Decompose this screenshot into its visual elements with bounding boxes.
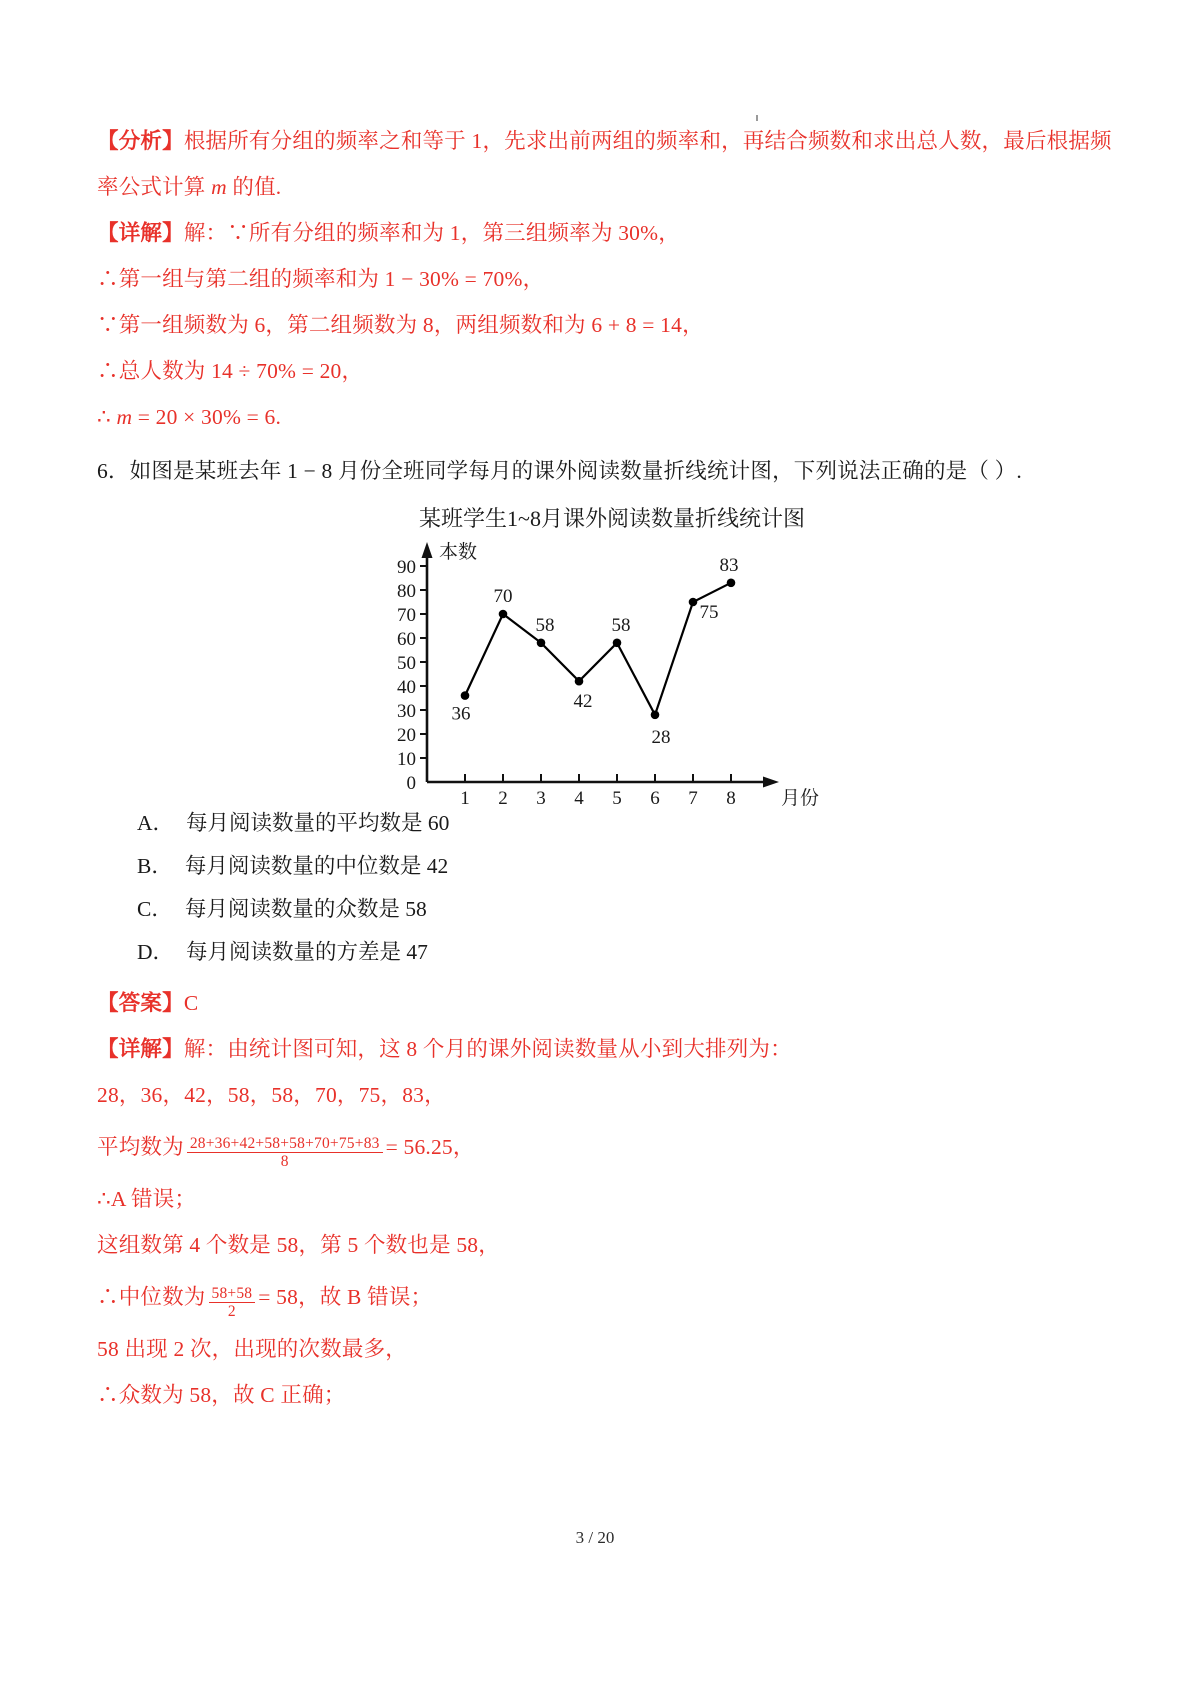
solution1-line-1 — [97, 210, 1097, 256]
solution1-line-5 — [97, 394, 1097, 440]
y-tick-label: 90 — [397, 557, 416, 578]
data-point-label: 75 — [699, 602, 719, 623]
data-point-label: 58 — [535, 614, 555, 636]
option-c-text: 每月阅读数量的众数是 58 — [184, 897, 427, 921]
median-fraction — [209, 1285, 256, 1321]
data-point-marker — [461, 691, 470, 700]
median-prefix: ∴中位数为 — [97, 1285, 206, 1309]
data-point-marker — [575, 677, 584, 686]
x-tick-label: 1 — [460, 788, 470, 809]
option-c-label: C． — [137, 897, 173, 921]
x-tick-label: 4 — [574, 788, 584, 809]
x-tick-label: 8 — [726, 788, 736, 809]
data-point-marker — [537, 639, 546, 648]
page-footer: 3 / 20 — [575, 1528, 615, 1547]
x-axis-title: 月份 — [781, 788, 820, 809]
data-point-label: 58 — [611, 614, 631, 636]
data-point-marker — [499, 610, 508, 619]
solution1-final-b: = 20 × 30% = 6. — [132, 405, 282, 429]
analysis-line-2 — [97, 164, 1097, 210]
mean-prefix: 平均数为 — [97, 1135, 184, 1159]
solution1-var-m: m — [116, 405, 133, 429]
y-tick-group — [397, 557, 427, 794]
y-tick-label: 70 — [397, 605, 416, 626]
x-tick-label: 6 — [650, 788, 660, 809]
y-tick-label: 10 — [397, 749, 416, 770]
positions-text: 这组数第 4 个数是 58，第 5 个数也是 58， — [97, 1233, 500, 1257]
y-tick-label: 40 — [397, 677, 416, 698]
mean-result: = 56.25， — [385, 1135, 475, 1159]
question-6-text: 如图是某班去年 1 − 8 月份全班同学每月的课外阅读数量折线统计图，下列说法正确的是（ ）. — [129, 459, 1022, 483]
question-6-stem — [97, 448, 1097, 494]
solution1-text-1: 解：∵所有分组的频率和为 1，第三组频率为 30%， — [183, 221, 680, 245]
data-point-label: 83 — [719, 554, 739, 576]
data-point-label: 36 — [451, 703, 471, 725]
data-point-label: 42 — [573, 691, 593, 713]
data-point-marker — [651, 711, 660, 720]
answer-value: C — [183, 991, 199, 1015]
explain-text-1: 解：由统计图可知，这 8 个月的课外阅读数量从小到大排列为： — [183, 1037, 792, 1061]
data-label-group — [452, 555, 739, 748]
chart-title: 某班学生1~8月课外阅读数量折线统计图 — [419, 506, 805, 531]
y-axis-title: 本数 — [439, 542, 478, 563]
y-tick-label: 80 — [397, 581, 416, 602]
mode-count-line — [97, 1326, 1097, 1372]
explain-tag: 【详解】 — [97, 1037, 184, 1061]
option-c[interactable] — [137, 888, 1097, 931]
page-content — [97, 118, 1112, 1418]
option-d-text: 每月阅读数量的方差是 47 — [186, 940, 428, 964]
solution1-final-a: ∴ — [97, 405, 117, 429]
y-tick-label: 0 — [406, 773, 416, 794]
mode-conclusion-text: ∴众数为 58，故 C 正确； — [97, 1383, 346, 1407]
y-tick-label: 30 — [397, 701, 416, 722]
median-line — [97, 1268, 1097, 1326]
x-tick-label: 7 — [688, 788, 698, 809]
explain-line-1 — [97, 1026, 1097, 1072]
data-point-marker — [727, 579, 736, 588]
solution1-text-2: ∴第一组与第二组的频率和为 1 − 30% = 70%， — [97, 267, 545, 291]
data-point-label: 28 — [651, 726, 671, 748]
line-chart — [97, 502, 1097, 809]
analysis-tag: 【分析】 — [97, 129, 184, 153]
x-tick-label: 5 — [612, 788, 622, 809]
analysis-line-1 — [97, 118, 1112, 164]
a-wrong-line — [97, 1176, 1097, 1222]
data-point-label: 70 — [493, 586, 513, 607]
sorted-values: 28，36，42，58，58，70，75，83， — [97, 1083, 446, 1107]
solution1-tag: 【详解】 — [97, 221, 184, 245]
option-a-label: A． — [137, 811, 175, 835]
median-result: = 58，故 B 错误； — [258, 1285, 433, 1309]
option-a-text: 每月阅读数量的平均数是 60 — [186, 811, 450, 835]
x-axis-arrow — [763, 777, 779, 788]
median-denominator: 2 — [227, 1302, 236, 1320]
x-tick-label: 2 — [498, 788, 508, 809]
option-d[interactable] — [137, 931, 1097, 974]
analysis-text-1: 根据所有分组的频率之和等于 1，先求出前两组的频率和，再结合频数和求出总人数，最后根据频 — [183, 129, 1112, 153]
x-tick-label: 3 — [536, 788, 546, 809]
solution1-text-4: ∴总人数为 14 ÷ 70% = 20， — [97, 359, 364, 383]
mean-line — [97, 1118, 1097, 1176]
option-d-label: D． — [137, 940, 175, 964]
mode-conclusion-line — [97, 1372, 1097, 1418]
analysis-text-2a: 率公式计算 — [97, 175, 212, 199]
solution1-text-3: ∵第一组频数为 6，第二组频数为 8，两组频数和为 6 + 8 = 14， — [97, 313, 704, 337]
solution1-line-3 — [97, 302, 1097, 348]
mean-numerator: 28+36+42+58+58+70+75+83 — [187, 1135, 383, 1153]
solution1-line-4 — [97, 348, 1097, 394]
answer-tag: 【答案】 — [97, 991, 184, 1015]
answer-line — [97, 980, 1097, 1026]
y-tick-label: 50 — [397, 653, 416, 674]
data-point-marker — [613, 639, 622, 648]
option-b[interactable] — [137, 845, 1097, 888]
positions-line — [97, 1222, 1097, 1268]
y-axis-arrow — [422, 542, 433, 558]
option-b-label: B． — [137, 854, 173, 878]
mean-fraction — [187, 1135, 383, 1171]
analysis-var-m: m — [211, 175, 227, 199]
solution1-line-2 — [97, 256, 1097, 302]
a-wrong-text: ∴A 错误； — [97, 1187, 197, 1211]
y-tick-label: 60 — [397, 629, 416, 650]
question-6-number: 6． — [97, 459, 130, 483]
median-numerator: 58+58 — [209, 1285, 256, 1303]
option-b-text: 每月阅读数量的中位数是 42 — [184, 854, 449, 878]
explain-line-2 — [97, 1072, 1097, 1118]
y-tick-label: 20 — [397, 725, 416, 746]
mode-count-text: 58 出现 2 次，出现的次数最多， — [97, 1337, 407, 1361]
mean-denominator: 8 — [280, 1152, 289, 1170]
chart-svg — [377, 532, 820, 809]
data-point-marker — [689, 598, 698, 607]
analysis-text-2b: 的值. — [226, 175, 282, 199]
